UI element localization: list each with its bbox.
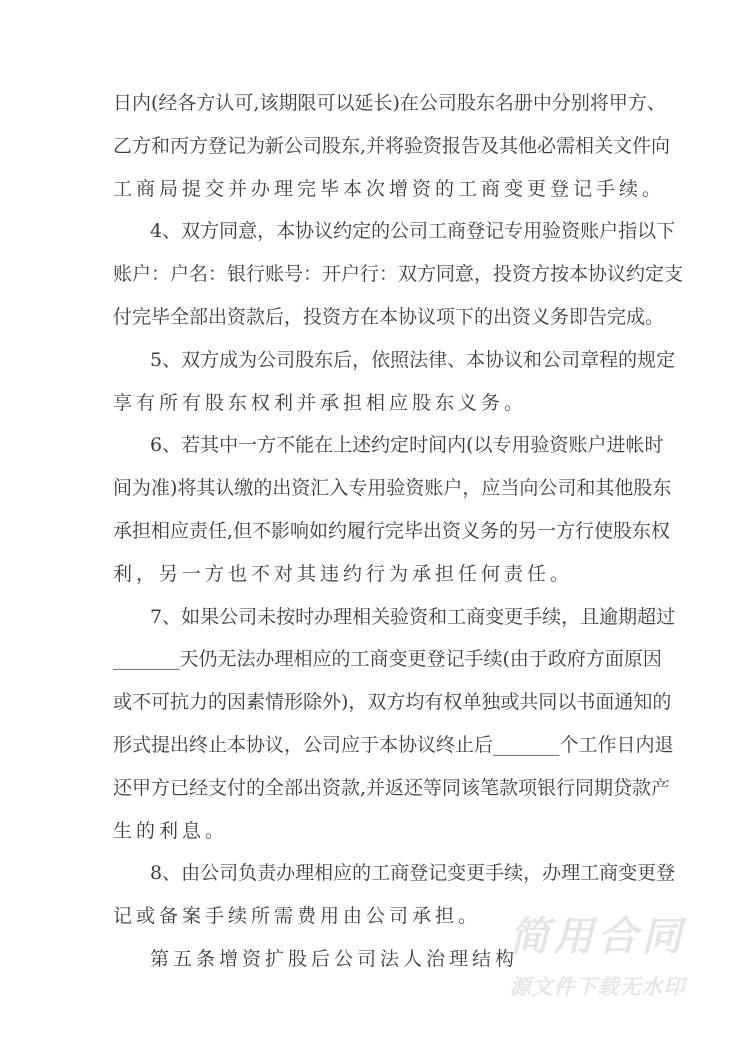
text-line: 享有所有股东权利并承担相应股东义务。 [113,391,528,414]
text-line: 记或备案手续所需费用由公司承担。 [113,905,482,928]
text-line: 利，另一方也不对其违约行为承担任何责任。 [113,562,574,585]
text-line: 付完毕全部出资款后，投资方在本协议项下的出资义务即告完成。 [113,305,665,328]
text-line: _______天仍无法办理相应的工商变更登记手续(由于政府方面原因 [113,648,662,671]
text-line: 乙方和丙方登记为新公司股东,并将验资报告及其他必需相关文件向 [113,134,671,157]
text-line: 7、如果公司未按时办理相关验资和工商变更手续，且逾期超过 [150,605,676,628]
text-line: 间为准)将其认缴的出资汇入专用验资账户，应当向公司和其他股东 [113,477,672,500]
text-line: 第五条增资扩股后公司法人治理结构 [150,947,519,970]
text-line: 5、双方成为公司股东后，依照法律、本协议和公司章程的规定 [150,348,676,371]
watermark-slogan: 源文件下载无水印 [509,975,686,999]
text-line: 日内(经各方认可,该期限可以延长)在公司股东名册中分别将甲方、 [113,92,666,114]
text-line: 或不可抗力的因素情形除外)，双方均有权单独或共同以书面通知的 [113,691,672,714]
text-line: 承担相应责任,但不影响如约履行完毕出资义务的另一方行使股东权 [113,519,671,542]
watermark-brand: 简用合同 [509,914,686,960]
text-line: 账户：户名：银行账号：开户行：双方同意，投资方按本协议约定支 [113,263,684,286]
text-line: 4、双方同意，本协议约定的公司工商登记专用验资账户指以下 [150,220,676,243]
text-line: 8、由公司负责办理相应的工商登记变更手续，办理工商变更登 [150,862,676,885]
text-line: 形式提出终止本协议，公司应于本协议终止后_______个工作日内退 [113,733,674,756]
text-line: 生的利息。 [113,819,229,842]
watermark [505,912,690,1002]
text-line: 工商局提交并办理完毕本次增资的工商变更登记手续。 [113,177,666,200]
document-body [113,82,684,981]
text-line: 6、若其中一方不能在上述约定时间内(以专用验资账户进帐时 [150,434,664,457]
text-line: 还甲方已经支付的全部出资款,并返还等同该笔款项银行同期贷款产 [113,776,671,799]
